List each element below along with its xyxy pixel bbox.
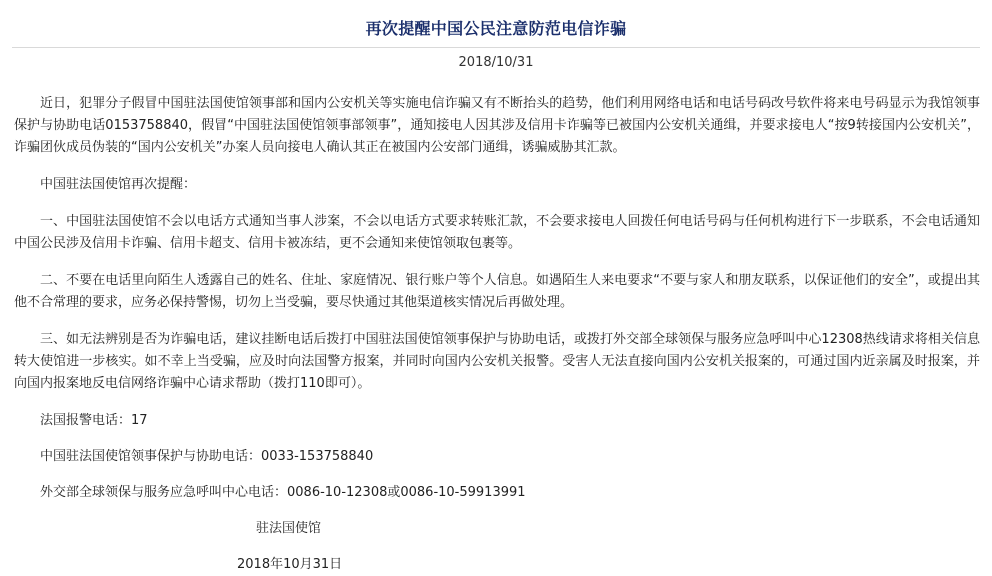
reminder-heading: 中国驻法国使馆再次提醒： bbox=[40, 177, 197, 192]
police-phone: 法国报警电话：17 bbox=[40, 413, 148, 428]
reminder-point-3: 三、如无法辨别是否为诈骗电话，建议挂断电话后拨打中国驻法国使馆领事保护与协助电话，或拨打外交部全球领保与服务应急呼叫中心12308热线请求将相关信息转大使馆进一步核实。如不幸上当受骗，应及时向法国警方报案，并同时向国内公安机关报警。受害人无法直接向国内公安机关报案的，可通过国内近亲属及时报案，并向国内报案地反电信网络诈骗中心请求帮助（拨打110即可）。 bbox=[14, 332, 980, 391]
article-body bbox=[14, 93, 980, 576]
publish-date: 2018/10/31 bbox=[458, 55, 534, 70]
intro-paragraph: 近日，犯罪分子假冒中国驻法国使馆领事部和国内公安机关等实施电信诈骗又有不断抬头的趋势，他们利用网络电话和电话号码改号软件将来电号码显示为我馆领事保护与协助电话0153758840，假冒“中国驻法国使馆领事部领事”，通知接电人因其涉及信用卡诈骗等已被国内公安机关通缉，并要求接电人“按9转接国内公安机关”，诈骗团伙成员伪装的“国内公安机关”办案人员向接电人确认其正在被国内公安部门通缉，诱骗威胁其汇款。 bbox=[14, 96, 980, 155]
signature-date: 2018年10月31日 bbox=[237, 557, 343, 572]
reminder-point-2: 二、不要在电话里向陌生人透露自己的姓名、住址、家庭情况、银行账户等个人信息。如遇陌生人来电要求“不要与家人和朋友联系，以保证他们的安全”，或提出其他不合常理的要求，应务必保持警惕，切勿上当受骗，要尽快通过其他渠道核实情况后再做处理。 bbox=[14, 273, 980, 310]
page-title: 再次提醒中国公民注意防范电信诈骗 bbox=[365, 19, 627, 38]
embassy-phone: 中国驻法国使馆领事保护与协助电话：0033-153758840 bbox=[40, 449, 374, 464]
mfa-hotline: 外交部全球领保与服务应急呼叫中心电话：0086-10-12308或0086-10-59913991 bbox=[40, 485, 526, 500]
signature-org: 驻法国使馆 bbox=[256, 521, 322, 536]
reminder-point-1: 一、中国驻法国使馆不会以电话方式通知当事人涉案，不会以电话方式要求转账汇款，不会要求接电人回拨任何电话号码与任何机构进行下一步联系，不会电话通知中国公民涉及信用卡诈骗、信用卡超支、信用卡被冻结，更不会通知来使馆领取包裹等。 bbox=[14, 214, 980, 251]
title-divider bbox=[12, 47, 980, 48]
